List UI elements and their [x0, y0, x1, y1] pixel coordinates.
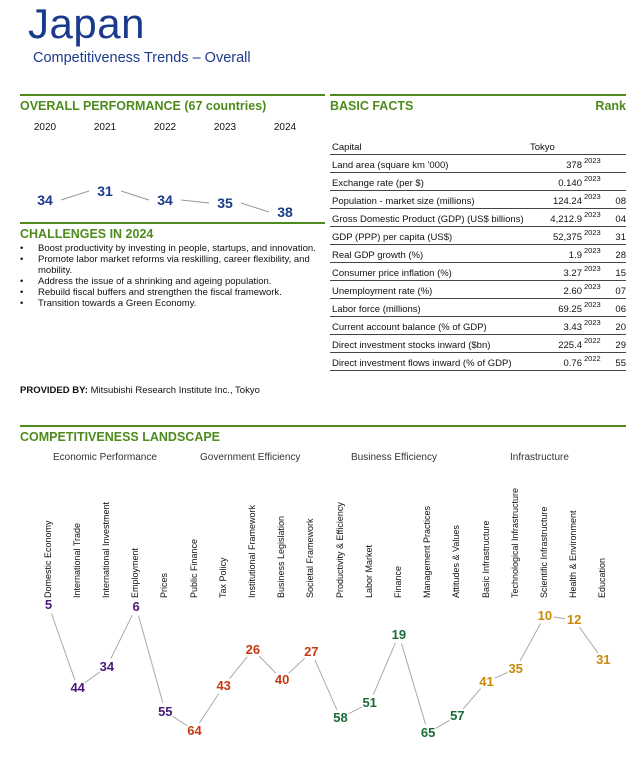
factor-label: Business Legislation: [276, 515, 287, 598]
fact-value: 3.27: [530, 262, 582, 280]
fact-label: Labor force (millions): [330, 298, 530, 316]
provided-by-label: PROVIDED BY:: [20, 385, 88, 396]
factor-label: International Investment: [100, 501, 111, 598]
landscape-segment: [315, 660, 337, 710]
challenges-heading: CHALLENGES IN 2024: [20, 227, 154, 241]
capital-value: Tokyo: [530, 136, 612, 154]
factor-label: Institutional Framework: [246, 504, 257, 598]
fact-label: Direct investment flows inward (% of GDP): [330, 352, 530, 370]
factor-rank-value: 41: [479, 673, 494, 689]
fact-rank: 06: [612, 298, 626, 316]
factor-label: Labor Market: [363, 544, 374, 598]
fact-value: 378: [530, 154, 582, 172]
fact-value: 52,375: [530, 226, 582, 244]
fact-label: GDP (PPP) per capita (US$): [330, 226, 530, 244]
page-subtitle: Competitiveness Trends – Overall: [33, 50, 251, 66]
trend-year-label: 2020: [33, 122, 57, 133]
factor-label: Health & Environment: [568, 510, 579, 598]
fact-value: 0.76: [530, 352, 582, 370]
trend-year-label: 2021: [93, 122, 117, 133]
fact-year: 2023: [582, 298, 612, 316]
fact-year: 2023: [582, 208, 612, 226]
fact-year: 2023: [582, 280, 612, 298]
factor-label: Education: [597, 557, 608, 598]
fact-year: 2022: [582, 334, 612, 352]
trend-year-label: 2022: [153, 122, 177, 133]
factor-rank-value: 5: [44, 597, 53, 612]
factor-rank-value: 44: [70, 680, 85, 696]
group-label-government-efficiency: Government Efficiency: [200, 452, 301, 463]
fact-label: Consumer price inflation (%): [330, 262, 530, 280]
landscape-segment: [229, 657, 247, 679]
fact-value: 225.4: [530, 334, 582, 352]
group-label-economic-performance: Economic Performance: [53, 452, 157, 463]
fact-year: 2023: [582, 154, 612, 172]
landscape-heading: COMPETITIVENESS LANDSCAPE: [20, 430, 221, 444]
landscape-segment: [373, 643, 395, 695]
landscape-segment: [401, 643, 425, 724]
factor-rank-value: 6: [132, 599, 140, 615]
trend-rank-value: 38: [277, 204, 293, 220]
factor-label: Prices: [159, 572, 170, 598]
fact-value: 0.140: [530, 172, 582, 190]
fact-label: Direct investment stocks inward ($bn): [330, 334, 530, 352]
fact-label: Current account balance (% of GDP): [330, 316, 530, 334]
fact-year: 2023: [582, 244, 612, 262]
fact-year: 2023: [582, 190, 612, 208]
factor-label: Public Finance: [188, 538, 199, 598]
facts-heading: BASIC FACTS: [330, 99, 414, 113]
fact-rank: 31: [612, 226, 626, 244]
fact-label: Gross Domestic Product (GDP) (US$ billions): [330, 208, 530, 226]
fact-rank: 29: [612, 334, 626, 352]
fact-rank: 20: [612, 316, 626, 334]
fact-value: 4,212.9: [530, 208, 582, 226]
landscape-segment: [199, 693, 218, 723]
page-title: Japan: [28, 0, 145, 47]
fact-value: 1.9: [530, 244, 582, 262]
factor-rank-value: 43: [216, 677, 231, 693]
factor-label: Scientific Infrastructure: [538, 506, 549, 598]
challenge-item: • Address the issue of a shrinking and ageing population.: [20, 276, 325, 287]
fact-rank: 28: [612, 244, 626, 262]
landscape-segment: [463, 689, 480, 709]
challenge-item: • Transition towards a Green Economy.: [20, 298, 325, 309]
factor-rank-value: 34: [99, 658, 115, 674]
factor-rank-value: 55: [158, 703, 173, 719]
fact-year: 2023: [582, 172, 612, 190]
factor-rank-value: 57: [450, 707, 465, 723]
landscape-segment: [579, 627, 598, 653]
factor-rank-value: 31: [596, 652, 611, 668]
factor-label: Societal Framework: [305, 518, 316, 598]
fact-value: 124.24: [530, 190, 582, 208]
trend-rank-value: 34: [37, 192, 53, 208]
factor-label: Productivity & Efficiency: [334, 502, 345, 598]
group-label-infrastructure: Infrastructure: [510, 452, 569, 463]
landscape-segment: [139, 616, 163, 703]
fact-year: 2023: [582, 316, 612, 334]
fact-label: Exchange rate (per $): [330, 172, 530, 190]
trend-rank-value: 35: [217, 195, 233, 211]
fact-year: 2023: [582, 262, 612, 280]
fact-rank: 07: [612, 280, 626, 298]
landscape-segment: [51, 613, 74, 679]
factor-rank-value: 65: [420, 724, 436, 740]
fact-year: 2022: [582, 352, 612, 370]
factor-rank-value: 58: [333, 709, 348, 725]
group-label-business-efficiency: Business Efficiency: [351, 452, 437, 463]
landscape-segment: [111, 615, 132, 658]
challenge-item: • Rebuild fiscal buffers and strengthen the fiscal framework.: [20, 287, 325, 298]
fact-label: Land area (square km '000): [330, 154, 530, 172]
fact-rank: 08: [612, 190, 626, 208]
factor-rank-value: 40: [274, 671, 290, 687]
factor-label: Tax Policy: [217, 557, 228, 598]
trend-year-label: 2023: [213, 122, 237, 133]
fact-label: Population - market size (millions): [330, 190, 530, 208]
factor-label: Finance: [392, 565, 403, 598]
factor-label: Technological Infrastructure: [509, 487, 520, 598]
challenge-item: • Promote labor market reforms via reskilling, career flexibility, and mobility.: [20, 254, 325, 276]
factor-label: Domestic Economy: [42, 520, 53, 598]
factor-rank-value: 26: [245, 641, 261, 657]
provided-by-value: Mitsubishi Research Institute Inc., Tokyo: [90, 385, 260, 396]
fact-value: 2.60: [530, 280, 582, 298]
fact-label: Unemployment rate (%): [330, 280, 530, 298]
factor-label: Management Practices: [422, 505, 433, 598]
factor-rank-value: 10: [537, 607, 553, 623]
landscape-segment: [520, 624, 541, 661]
factor-label: Attitudes & Values: [451, 525, 462, 598]
trend-rank-value: 31: [97, 183, 113, 199]
factor-rank-value: 27: [304, 643, 319, 659]
factor-rank-value: 19: [391, 626, 407, 642]
fact-rank: 15: [612, 262, 626, 280]
overall-heading: OVERALL PERFORMANCE (67 countries): [20, 99, 267, 113]
fact-rank: 55: [612, 352, 626, 370]
fact-rank: 04: [612, 208, 626, 226]
factor-rank-value: 64: [187, 722, 202, 738]
facts-rank-heading: Rank: [595, 99, 626, 113]
factor-label: International Trade: [71, 522, 82, 598]
factor-label: Basic Infrastructure: [480, 520, 491, 598]
factor-rank-value: 35: [508, 660, 523, 676]
challenge-item: • Boost productivity by investing in people, startups, and innovation.: [20, 243, 325, 254]
capital-label: Capital: [330, 136, 530, 154]
fact-value: 69.25: [530, 298, 582, 316]
fact-value: 3.43: [530, 316, 582, 334]
fact-year: 2023: [582, 226, 612, 244]
fact-label: Real GDP growth (%): [330, 244, 530, 262]
factor-label: Employment: [130, 547, 141, 598]
trend-year-label: 2024: [273, 122, 297, 133]
factor-rank-value: 12: [566, 611, 582, 627]
factor-rank-value: 51: [362, 694, 377, 710]
trend-rank-value: 34: [157, 192, 173, 208]
